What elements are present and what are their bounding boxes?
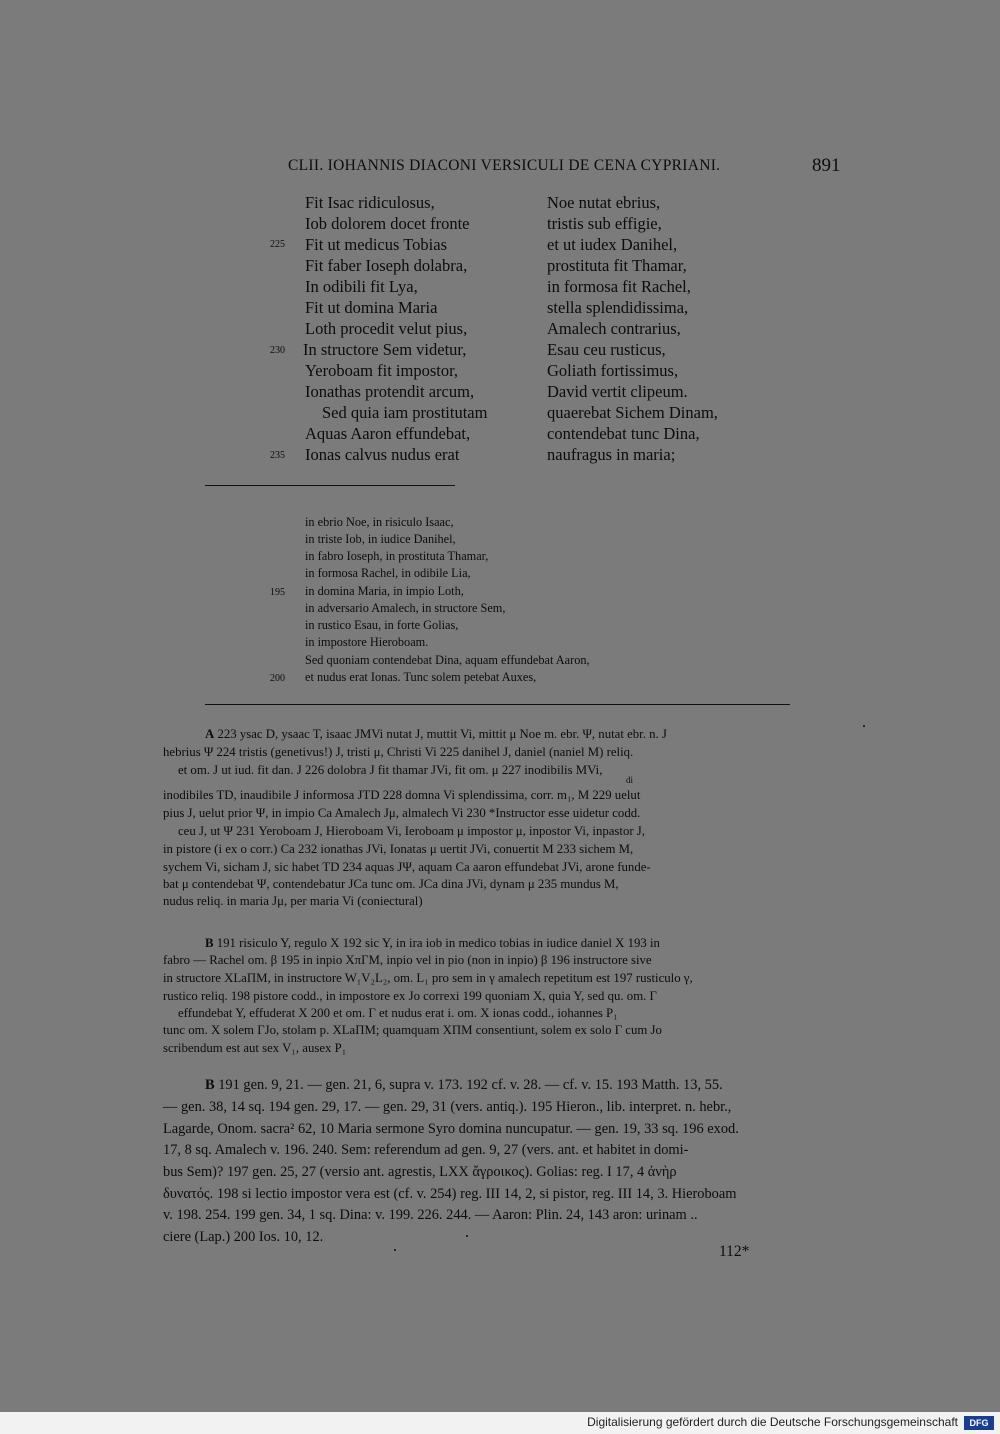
ink-speck [466, 1235, 468, 1237]
apparatus-line: ceu J, ut Ψ 231 Yeroboam J, Hieroboam Vi, Ieroboam μ impostor μ, inpostor Vi, inpastor J, [178, 824, 645, 838]
prose-line: in rustico Esau, in forte Golias, [305, 618, 459, 632]
apparatus-siglum: A [205, 727, 215, 741]
line-number: 235 [270, 450, 285, 461]
poem-line: Noe nutat ebrius, [547, 193, 661, 212]
line-number: 200 [270, 673, 285, 684]
apparatus-line: — gen. 38, 14 sq. 194 gen. 29, 17. — gen. 29, 31 (vers. antiq.). 195 Hieron., lib. interpret. n. hebr., [163, 1099, 732, 1115]
poem-line: stella splendidissima, [547, 298, 689, 317]
poem-line: Ionathas protendit arcum, [305, 382, 475, 401]
prose-line: in domina Maria, in impio Loth, [305, 584, 464, 598]
prose-line: in fabro Ioseph, in prostituta Thamar, [305, 549, 489, 563]
apparatus-line: tunc om. X solem ΓJo, stolam p. XLaΠM; quamquam XΠM consentiunt, solem ex solo Γ cum Jo [163, 1023, 662, 1037]
page-number: 891 [812, 155, 841, 176]
poem-line: Loth procedit velut pius, [305, 319, 468, 338]
poem-line: Goliath fortissimus, [547, 361, 679, 380]
apparatus-line: 191 gen. 9, 21. — gen. 21, 6, supra v. 173. 192 cf. v. 28. — cf. v. 15. 193 Matth. 13, 55. [218, 1077, 723, 1093]
apparatus-line: bus Sem)? 197 gen. 25, 27 (versio ant. agrestis, LXX ἄγροικος). Golias: reg. I 17, 4 ἀνὴρ [163, 1164, 677, 1180]
prose-line: in triste Iob, in iudice Danihel, [305, 532, 456, 546]
apparatus-siglum: B [205, 1077, 215, 1093]
running-title: CLII. IOHANNIS DIACONI VERSICULI DE CENA CYPRIANI. [288, 157, 721, 174]
apparatus-line: fabro — Rachel om. β 195 in inpio XπΓM, inpio vel in pio (non in inpio) β 196 instructore sive [163, 953, 652, 967]
apparatus-line: nudus reliq. in maria Jμ, per maria Vi (coniectural) [163, 894, 423, 908]
apparatus-line: in structore XLaΠM, in instructore W₁V₂L₂, om. L₁ pro sem in γ amalech repetitum est 197 rusticulo γ, [163, 971, 693, 985]
poem-line: In odibili fit Lya, [305, 277, 418, 296]
poem-line: prostituta fit Thamar, [547, 256, 687, 275]
poem-line: Esau ceu rusticus, [547, 340, 666, 359]
signature-mark: 112* [719, 1243, 750, 1260]
prose-line: in formosa Rachel, in odibile Lia, [305, 566, 471, 580]
apparatus-line: 191 risiculo Y, regulo X 192 sic Y, in ira iob in medico tobias in iudice daniel X 193 in [216, 936, 660, 950]
poem-line: Iob dolorem docet fronte [305, 214, 470, 233]
footer-bar [0, 1412, 1000, 1434]
apparatus-line: Lagarde, Onom. sacra² 62, 10 Maria sermone Syro domina nuncupatur. — gen. 19, 33 sq. 196 exod. [163, 1121, 739, 1137]
apparatus-line: scribendum est aut sex V₁, ausex P₁ [163, 1041, 347, 1055]
prose-line: Sed quoniam contendebat Dina, aquam effundebat Aaron, [305, 653, 590, 667]
apparatus-line: 17, 8 sq. Amalech v. 196. 240. Sem: referendum ad gen. 9, 27 (vers. ant. et habitet in domi- [163, 1142, 689, 1158]
line-number: 195 [270, 587, 285, 598]
superscript-correction: di [626, 775, 634, 785]
poem-line: Aquas Aaron effundebat, [305, 424, 471, 443]
prose-line: in adversario Amalech, in structore Sem, [305, 601, 506, 615]
ink-speck [394, 1249, 396, 1251]
apparatus-line: δυνατός. 198 si lectio impostor vera est (cf. v. 254) reg. III 14, 2, si pistor, reg. III 14, 3. Hieroboam [163, 1186, 737, 1202]
apparatus-line: 223 ysac D, ysaac T, isaac JMVi nutat J, muttit Vi, mittit μ Noe m. ebr. Ψ, nutat ebr. n. J [217, 727, 667, 741]
prose-line: et nudus erat Ionas. Tunc solem petebat Auxes, [305, 670, 537, 684]
apparatus-line: et om. J ut iud. fit dan. J 226 dolobra J fit thamar JVi, fit om. μ 227 inodibilis MVi, [178, 763, 603, 777]
prose-line: in ebrio Noe, in risiculo Isaac, [305, 515, 454, 529]
apparatus-line: bat μ contendebat Ψ, contendebatur JCa tunc om. JCa dina JVi, dynam μ 235 mundus M, [163, 877, 619, 891]
poem-line: In structore Sem videtur, [303, 340, 467, 359]
apparatus-line: in pistore (i ex o corr.) Ca 232 ionathas JVi, Ionatas μ uertit JVi, conuertit M 233 sichem M, [163, 842, 634, 856]
poem-line: Fit faber Ioseph dolabra, [305, 256, 468, 275]
poem-line: Fit ut medicus Tobias [305, 235, 447, 254]
poem-line: in formosa fit Rachel, [547, 277, 691, 296]
poem-line: David vertit clipeum. [547, 382, 688, 401]
apparatus-line: inodibiles TD, inaudibile J informosa JTD 228 domna Vi splendissima, corr. m₁, M 229 uelut [163, 788, 641, 802]
poem-line: Sed quia iam prostitutam [322, 403, 488, 422]
apparatus-line: hebrius Ψ 224 tristis (genetivus!) J, tristi μ, Christi Vi 225 danihel J, daniel (naniel M) reliq. [163, 745, 634, 759]
poem-line: et ut iudex Danihel, [547, 235, 678, 254]
apparatus-line: pius J, uelut prior Ψ, in impio Ca Amalech Jμ, almalech Vi 230 *Instructor esse uidetur codd. [163, 806, 641, 820]
divider [205, 485, 455, 486]
dfg-logo-icon: DFG [964, 1416, 994, 1430]
line-number: 230 [270, 345, 285, 356]
poem-line: Amalech contrarius, [547, 319, 681, 338]
poem-line: Fit ut domina Maria [305, 298, 438, 317]
apparatus-line: effundebat Y, effuderat X 200 et om. Γ et nudus erat i. om. X ionas codd., iohannes P₁ [178, 1006, 618, 1020]
poem-line: contendebat tunc Dina, [547, 424, 700, 443]
apparatus-line: rustico reliq. 198 pistore codd., in impostore ex Jo correxi 199 quoniam X, quia Y, sed qu. om. Γ [163, 989, 657, 1003]
apparatus-line: v. 198. 254. 199 gen. 34, 1 sq. Dina: v. 199. 226. 244. — Aaron: Plin. 24, 143 aron: urinam .. [163, 1207, 698, 1223]
line-number: 225 [270, 239, 285, 250]
poem-line: quaerebat Sichem Dinam, [547, 403, 718, 422]
apparatus-line: ciere (Lap.) 200 Ios. 10, 12. [163, 1229, 324, 1245]
divider [205, 704, 790, 705]
apparatus-siglum: B [205, 936, 214, 950]
poem-line: naufragus in maria; [547, 445, 676, 464]
apparatus-line: sychem Vi, sicham J, sic habet TD 234 aquas JΨ, aquam Ca aaron effundebat JVi, arone funde- [163, 860, 651, 874]
ink-speck [863, 725, 865, 727]
poem-line: Ionas calvus nudus erat [305, 445, 460, 464]
poem-line: Yeroboam fit impostor, [305, 361, 459, 380]
poem-line: tristis sub effigie, [547, 214, 662, 233]
poem-line: Fit Isac ridiculosus, [305, 193, 435, 212]
funding-credit: Digitalisierung gefördert durch die Deutsche Forschungsgemeinschaft [587, 1415, 958, 1429]
prose-line: in impostore Hieroboam. [305, 635, 429, 649]
